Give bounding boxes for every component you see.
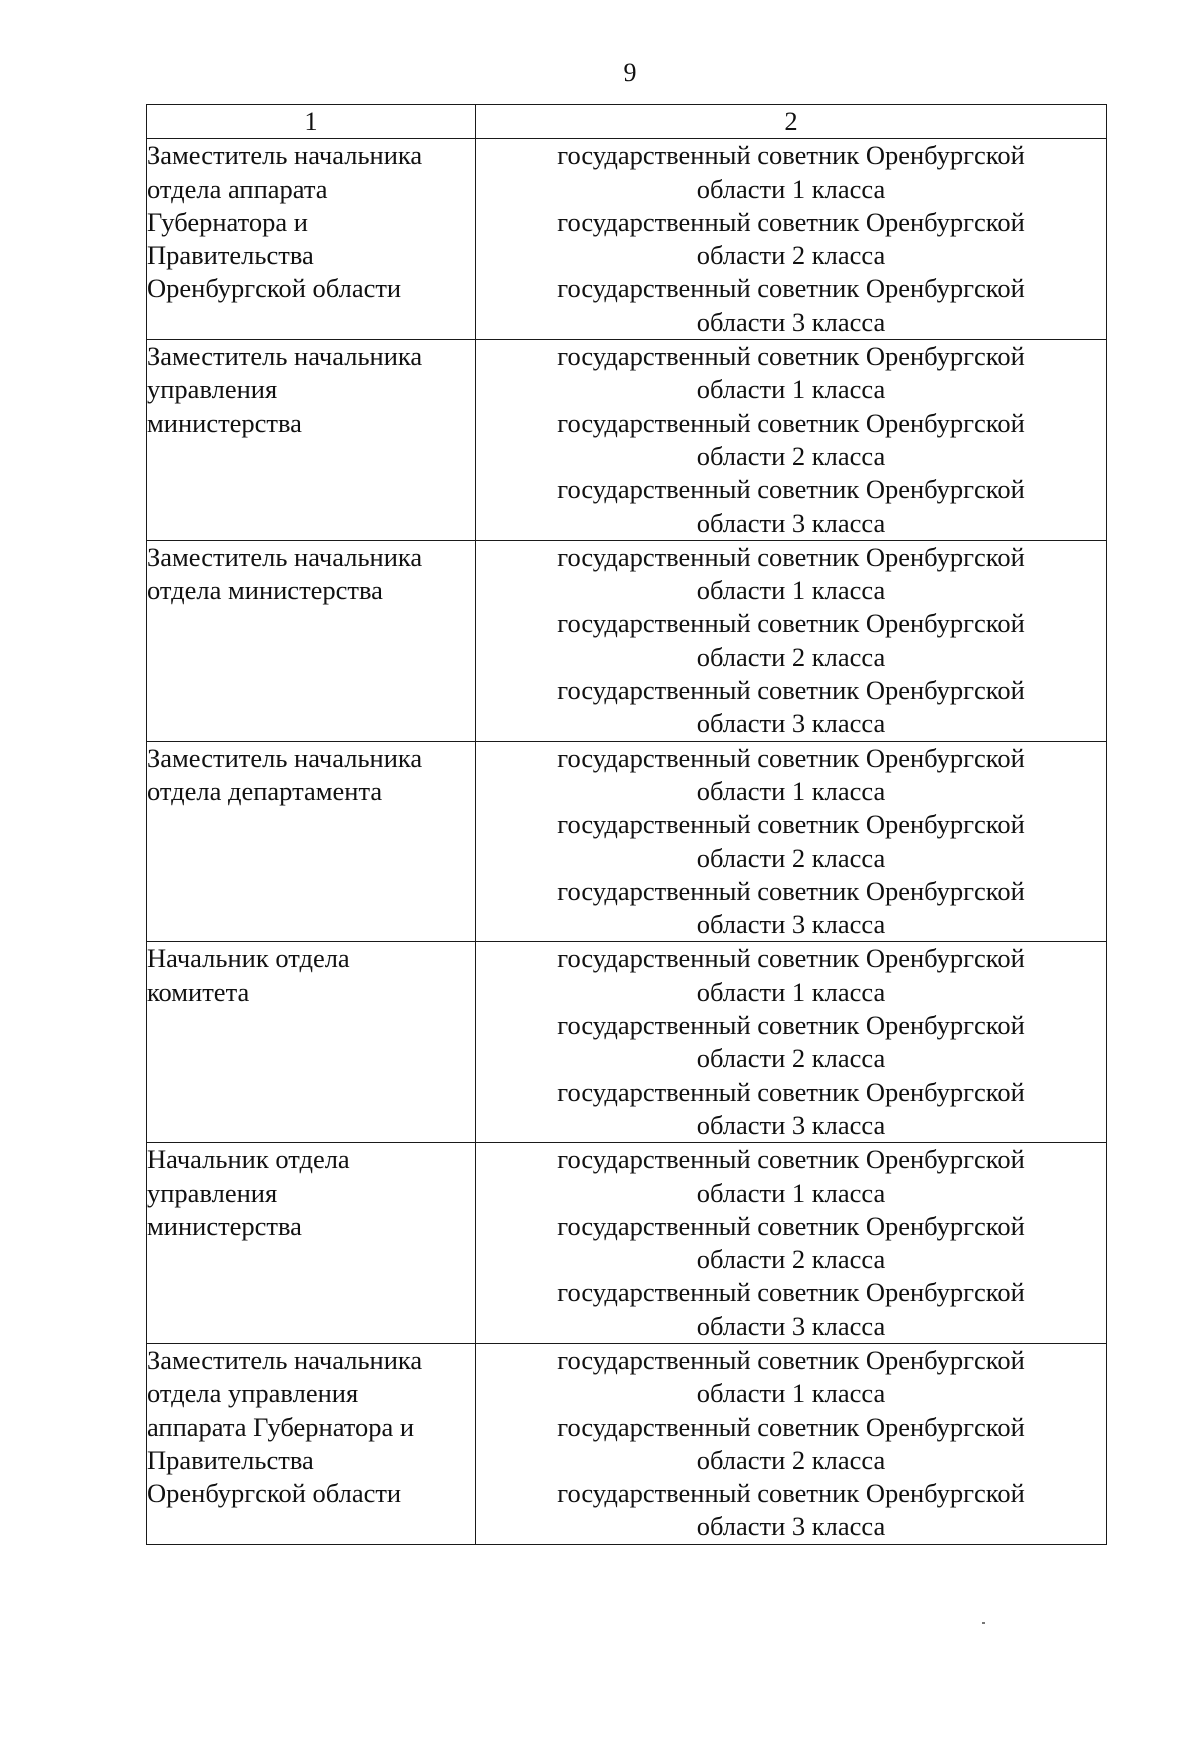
rank-line: государственный советник Оренбургской — [557, 407, 1025, 438]
rank-line: государственный советник Оренбургской — [557, 742, 1025, 773]
position-line: Оренбургской области — [147, 1478, 402, 1509]
table-row — [147, 942, 1107, 1143]
rank-line: области 2 класса — [696, 1444, 886, 1475]
position-line: Заместитель начальника — [147, 341, 423, 372]
position-line: аппарата Губернатора и — [147, 1411, 415, 1442]
column-header-1: 1 — [147, 105, 476, 139]
page-number: 9 — [623, 58, 637, 87]
rank-line: государственный советник Оренбургской — [557, 1210, 1025, 1241]
rank-cell — [476, 139, 1107, 340]
rank-line: государственный советник Оренбургской — [557, 1010, 1025, 1041]
rank-line: государственный советник Оренбургской — [557, 541, 1025, 572]
table-body — [147, 139, 1107, 1544]
position-line: отдела министерства — [147, 575, 383, 606]
rank-line: государственный советник Оренбургской — [557, 875, 1025, 906]
rank-line: области 1 класса — [696, 575, 886, 606]
table-row — [147, 1343, 1107, 1544]
position-line: Оренбургской области — [147, 273, 402, 304]
position-line: отдела управления — [147, 1378, 359, 1409]
rank-line: государственный советник Оренбургской — [557, 206, 1025, 237]
rank-line: области 2 класса — [696, 440, 886, 471]
position-line: Начальник отдела — [147, 1144, 350, 1175]
position-cell — [147, 139, 476, 340]
table-header-row — [147, 105, 1107, 139]
position-line: Заместитель начальника — [147, 742, 423, 773]
rank-line: государственный советник Оренбургской — [557, 474, 1025, 505]
position-line: управления — [147, 1177, 278, 1208]
position-line: Губернатора и — [147, 206, 308, 237]
rank-line: государственный советник Оренбургской — [557, 809, 1025, 840]
rank-cell — [476, 741, 1107, 942]
position-line: Правительства — [147, 240, 314, 271]
rank-line: государственный советник Оренбургской — [557, 1144, 1025, 1175]
positions-ranks-table — [146, 104, 1107, 1545]
table-row — [147, 1143, 1107, 1344]
rank-line: области 2 класса — [696, 641, 886, 672]
rank-line: области 2 класса — [696, 842, 886, 873]
position-line: Правительства — [147, 1444, 314, 1475]
rank-line: государственный советник Оренбургской — [557, 140, 1025, 171]
rank-line: государственный советник Оренбургской — [557, 1076, 1025, 1107]
rank-line: государственный советник Оренбургской — [557, 341, 1025, 372]
rank-line: государственный советник Оренбургской — [557, 675, 1025, 706]
position-line: управления — [147, 374, 278, 405]
position-line: Заместитель начальника — [147, 140, 423, 171]
rank-line: области 1 класса — [696, 374, 886, 405]
rank-line: области 3 класса — [696, 708, 886, 739]
table-row — [147, 540, 1107, 741]
position-line: министерства — [147, 1210, 302, 1241]
rank-line: области 3 класса — [696, 306, 886, 337]
position-line: отдела департамента — [147, 775, 383, 806]
position-cell — [147, 741, 476, 942]
position-cell — [147, 1143, 476, 1344]
rank-line: области 2 класса — [696, 1043, 886, 1074]
table-row — [147, 139, 1107, 340]
rank-line: области 2 класса — [696, 1244, 886, 1275]
position-line: Заместитель начальника — [147, 541, 423, 572]
column-header-2: 2 — [476, 105, 1107, 139]
rank-line: области 1 класса — [696, 1177, 886, 1208]
position-cell — [147, 1343, 476, 1544]
rank-cell — [476, 1143, 1107, 1344]
table-row — [147, 741, 1107, 942]
position-cell — [147, 340, 476, 541]
position-line: Заместитель начальника — [147, 1344, 423, 1375]
position-line: министерства — [147, 407, 302, 438]
rank-cell — [476, 942, 1107, 1143]
position-cell — [147, 540, 476, 741]
rank-line: области 3 класса — [696, 1511, 886, 1542]
rank-line: области 1 класса — [696, 1378, 886, 1409]
rank-line: области 3 класса — [696, 909, 886, 940]
rank-cell — [476, 340, 1107, 541]
table-row — [147, 340, 1107, 541]
position-line: комитета — [147, 976, 250, 1007]
rank-line: области 3 класса — [696, 507, 886, 538]
rank-cell — [476, 540, 1107, 741]
rank-line: области 2 класса — [696, 240, 886, 271]
position-line: Начальник отдела — [147, 943, 350, 974]
rank-line: государственный советник Оренбургской — [557, 608, 1025, 639]
rank-cell — [476, 1343, 1107, 1544]
rank-line: государственный советник Оренбургской — [557, 1277, 1025, 1308]
scan-speck — [982, 1622, 985, 1624]
rank-line: области 1 класса — [696, 775, 886, 806]
rank-line: области 1 класса — [696, 173, 886, 204]
rank-line: государственный советник Оренбургской — [557, 1478, 1025, 1509]
position-cell — [147, 942, 476, 1143]
rank-line: области 3 класса — [696, 1310, 886, 1341]
rank-line: государственный советник Оренбургской — [557, 273, 1025, 304]
rank-line: области 3 класса — [696, 1109, 886, 1140]
rank-line: государственный советник Оренбургской — [557, 1411, 1025, 1442]
rank-line: области 1 класса — [696, 976, 886, 1007]
rank-line: государственный советник Оренбургской — [557, 943, 1025, 974]
rank-line: государственный советник Оренбургской — [557, 1344, 1025, 1375]
position-line: отдела аппарата — [147, 173, 328, 204]
